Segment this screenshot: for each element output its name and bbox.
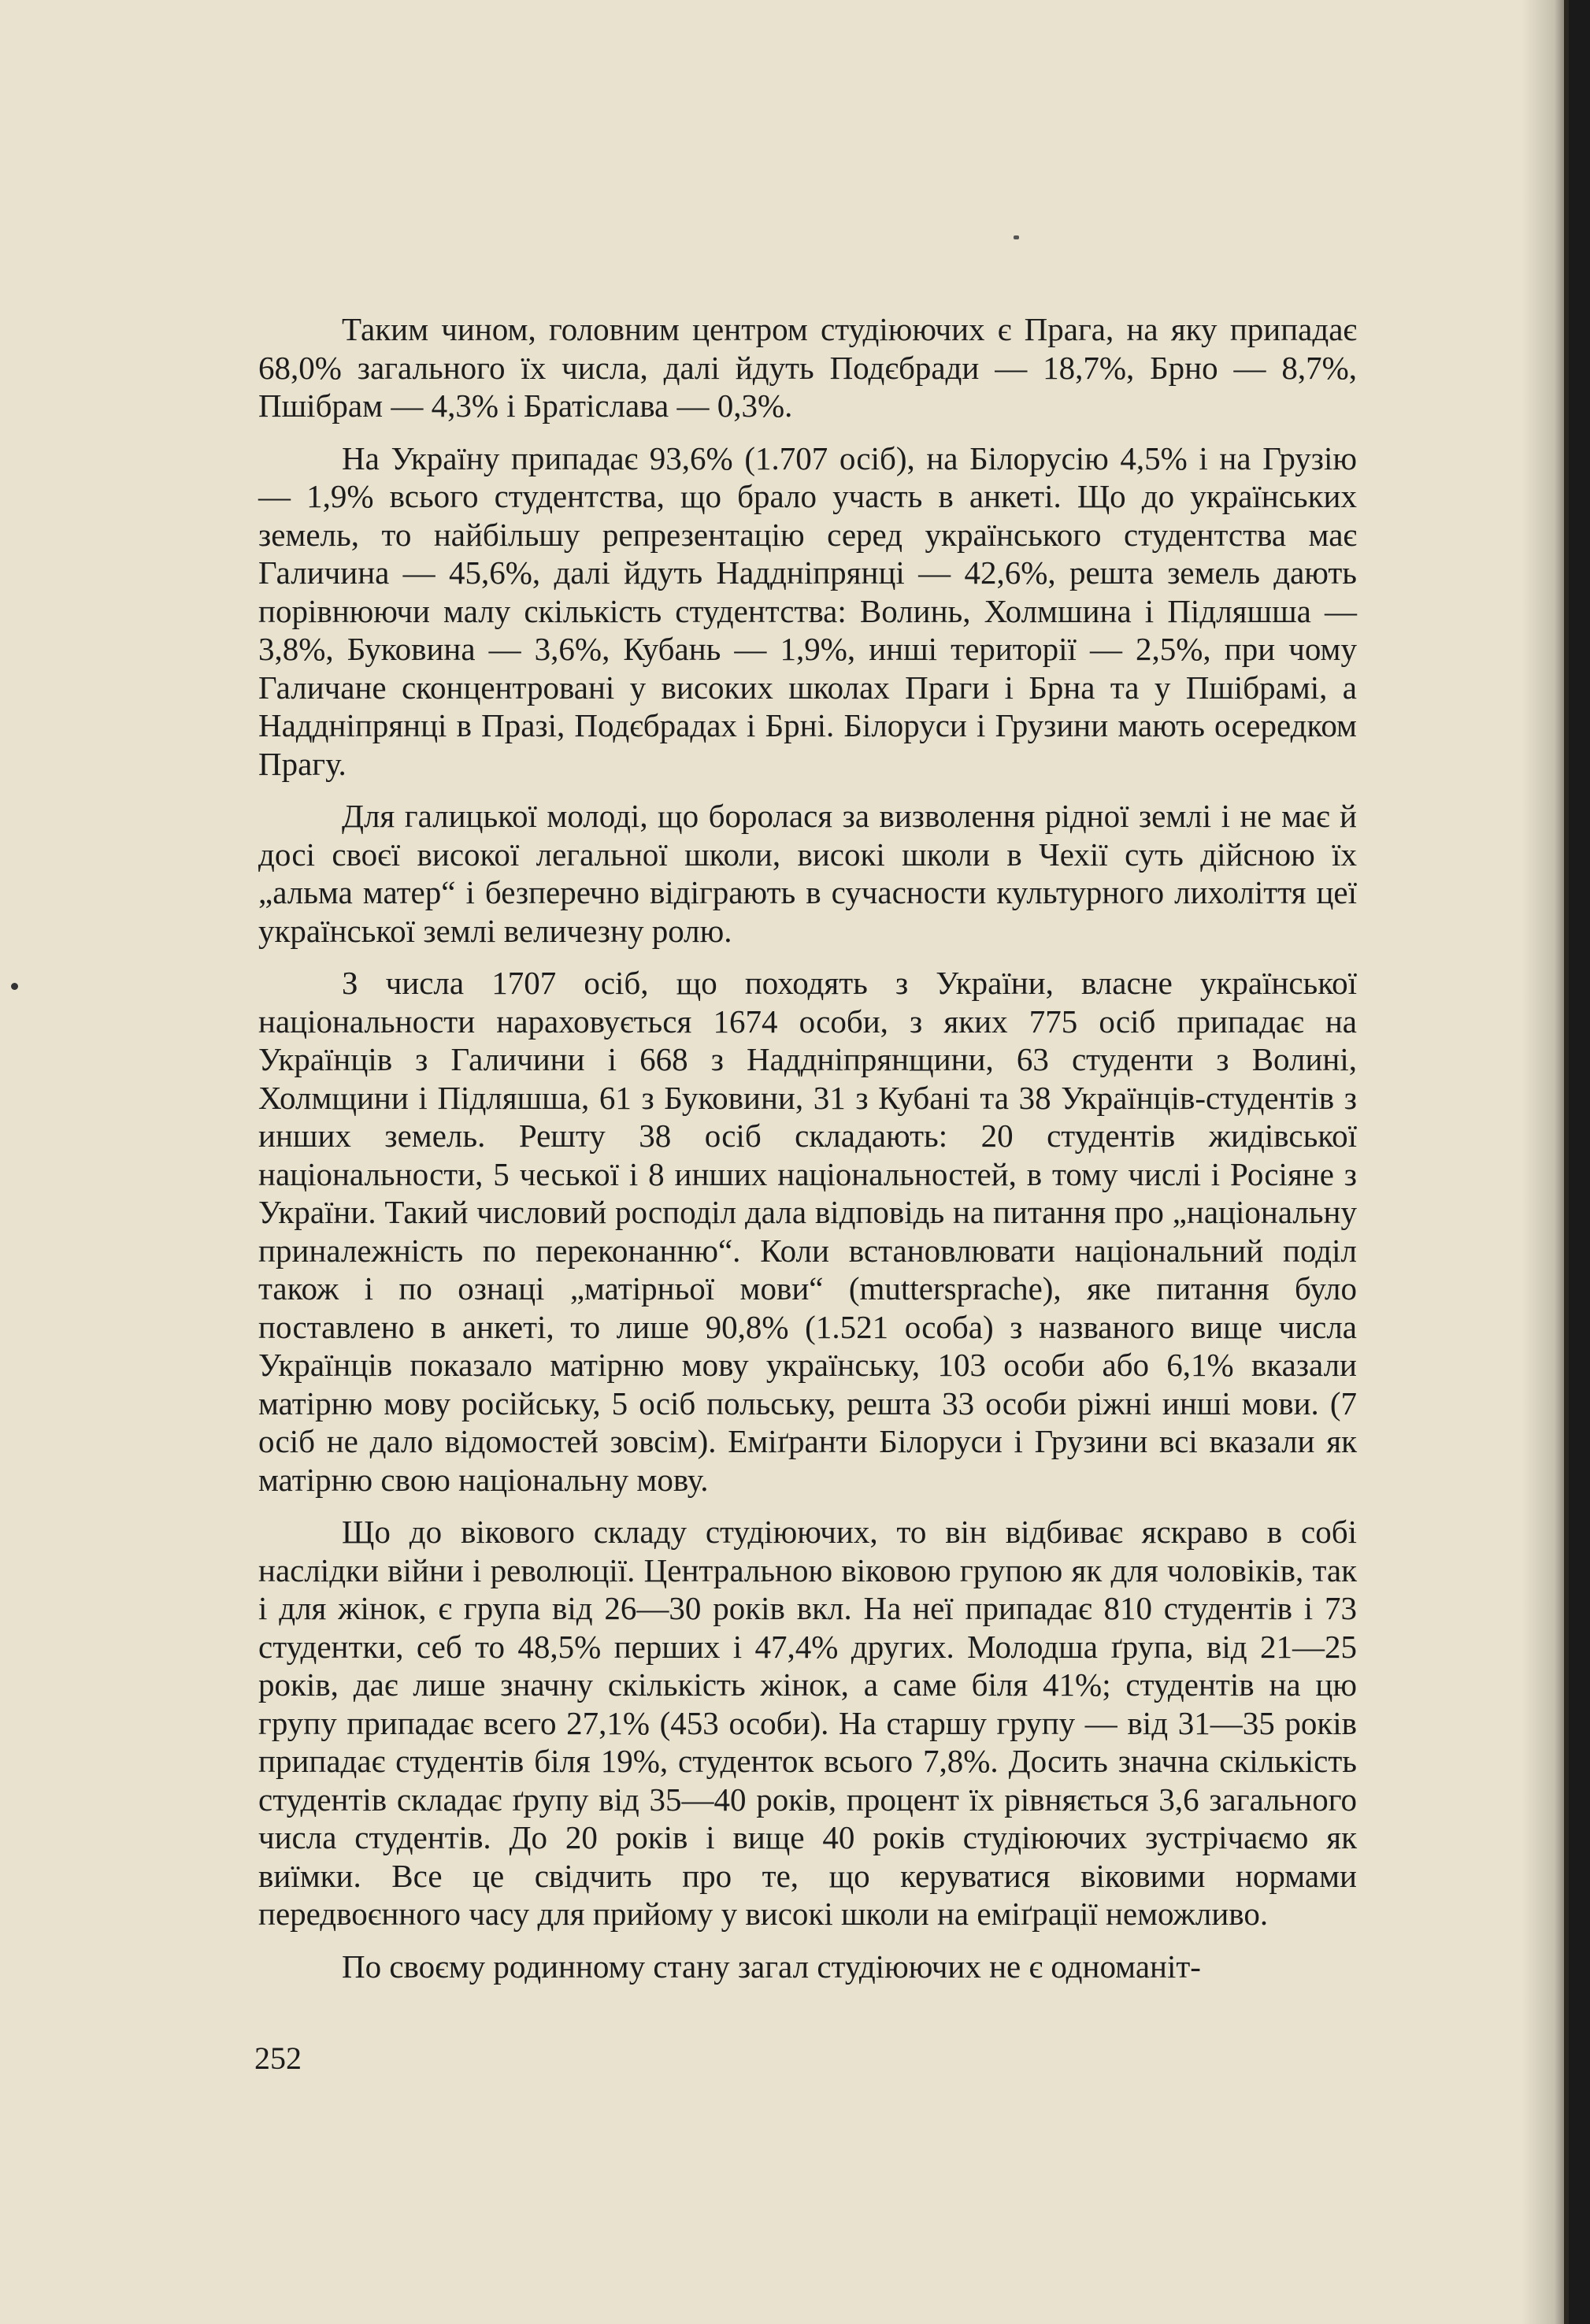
paragraph-6: По своєму родинному стану загал студіюючих не є одноманіт-: [342, 1948, 1201, 1985]
paragraph-4: З числа 1707 осіб, що походять з України, власне української національности нараховується 1674 особи, з яких 775 осіб припадає на Українців з Галичини і 668 з Наддніпрянщини, 63 студенти з Волині, Холмщини і Підляшша, 61 з Буковини, 31 з Кубані та 38 Українців-студентів з инших земель. Решту 38 осіб складають: 20 студентів жидівської національности, 5 чеської і 8 инших національностей, в тому числі і Росіяне з України. Такий числовий росподіл дала відповідь на питання про „національну приналежність по переконанню“. Коли встановлювати національний поділ також і по ознаці „матірньої мови“ (muttersprache), яке питання було поставлено в анкеті, то лише 90,8% (1.521 особа) з названого вище числа Українців показало матірню мову українську, 103 особи або 6,1% вказали матірню мову російську, 5 осіб польську, решта 33 особи ріжні инші мови. (7 осіб не дало відомостей зовсім). Еміґранти Білоруси і Грузини всі вказали як матірню свою національну мову.: [258, 965, 1357, 1498]
margin-dot: [11, 983, 18, 990]
paragraph-1: Таким чином, головним центром студіюючих є Прага, на яку припадає 68,0% загального їх числа, далі йдуть Подєбради — 18,7%, Брно — 8,7%, Пшібрам — 4,3% і Братіслава — 0,3%.: [258, 311, 1357, 424]
paragraph-3: Для галицької молоді, що боролася за визволення рідної землі і не має й досі своєї високої легальної школи, високі школи в Чехії суть дійсною їх „альма матер“ і безперечно відіграють в сучасности культурного лихоліття цеї української землі величезну ролю.: [258, 798, 1357, 949]
binding-edge: [1564, 0, 1569, 2324]
paragraph-2: На Україну припадає 93,6% (1.707 осіб), на Білорусію 4,5% і на Грузію — 1,9% всього студентства, що брало участь в анкеті. Що до українських земель, то найбільшу репрезентацію серед українського студентства має Галичина — 45,6%, далі йдуть Наддніпрянці — 42,6%, решта земель дають порівнюючи малу скількість студентства: Волинь, Холмшина і Підляшша — 3,8%, Буковина — 3,6%, Кубань — 1,9%, инші території — 2,5%, при чому Галичане сконцентровані у високих школах Праги і Брна та у Пшібрамі, а Наддніпрянці в Празі, Подєбрадах і Брні. Білоруси і Грузини мають осередком Прагу.: [258, 439, 1357, 782]
body-text: [258, 310, 1357, 2000]
page-edge-shadow: [1521, 0, 1569, 2324]
ink-mark: [1014, 235, 1019, 239]
page-number: 252: [254, 2040, 302, 2076]
paragraph-5: Що до вікового складу студіюючих, то він відбиває яскраво в собі наслідки війни і революції. Центральною віковою групою як для чоловіків, так і для жінок, є група від 26—30 років вкл. На неї припадає 810 студентів і 73 студентки, себ то 48,5% перших і 47,4% других. Молодша ґрупа, від 21—25 років, дає лише значну скількість жінок, а саме біля 41%; студентів на цю групу припадає всего 27,1% (453 особи). На старшу групу — від 31—35 років припадає студентів біля 19%, студенток всього 7,8%. Досить значна скількість студентів складає ґрупу від 35—40 років, процент їх рівняється 3,6 загального числа студентів. До 20 років і вище 40 років студіюючих зустрічаємо як виїмки. Все це свідчить про те, що керуватися віковими нормами передвоєнного часу для прийому у високі школи на еміґрації неможливо.: [258, 1514, 1357, 1932]
